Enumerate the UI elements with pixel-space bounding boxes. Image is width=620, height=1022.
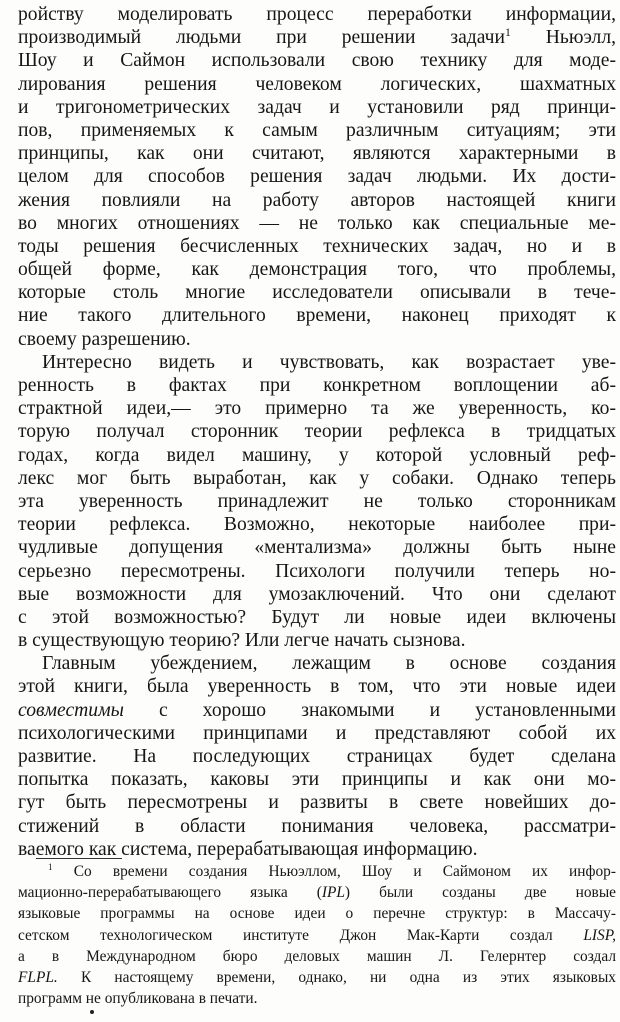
text-line: стижений в области понимания человека, рассматри- <box>18 815 616 837</box>
footnote-divider <box>36 858 122 859</box>
text-line: развитие. На последующих страницах будет сделана <box>18 746 616 767</box>
text-line <box>18 699 616 722</box>
text-line: серьезно пересмотрены. Психологи получили теперь но- <box>18 560 616 582</box>
paragraph-first-line: Интересно видеть и чувствовать, как возрастает уве- <box>42 351 616 373</box>
body-text <box>18 3 616 861</box>
footnote-line <box>18 967 616 988</box>
text-fragment: сетском технологическом институте Джон Мак-Карти создал <box>18 926 584 944</box>
text-line: принципы, как они считают, являются характерными в <box>18 143 616 165</box>
text-fragment: с хорошо знакомыми и установленными <box>123 699 616 721</box>
paragraph-first-line: Главным убеждением, лежащим в основе создания <box>42 653 616 675</box>
text-line: ройству моделировать процесс переработки информации, <box>18 4 616 25</box>
text-line: производимый людьми при решении задачи1 Ньюэлл, <box>18 26 616 49</box>
text-line: и тригонометрических задач и установили ряд принци- <box>18 96 616 118</box>
text-line: попытка показать, каковы эти принципы и как они мо- <box>18 769 616 791</box>
text-line: лекс мог быть выработан, как у собаки. Однако теперь <box>18 467 616 489</box>
text-fragment: мационно-перерабатывающего языка ( <box>18 884 322 902</box>
text-fragment: К настоящему времени, однако, ни одна из этих языковых <box>57 968 616 986</box>
text-line: страктной идеи,— это примерно та же уверенность, ко- <box>18 398 616 420</box>
text-line: Шоу и Саймон использовали свою технику для моде- <box>18 50 616 72</box>
text-line: ваемого как система, перерабатывающая информацию. <box>18 838 478 860</box>
footnote-line <box>18 882 616 903</box>
text-line: во многих отношениях — не только как специальные ме- <box>18 212 616 234</box>
text-fragment: производимый людьми при решении задачи <box>18 27 506 49</box>
text-line: жения повлияли на работу авторов настоящей книги <box>18 189 616 211</box>
footnote <box>18 861 616 1009</box>
text-line: общей форме, как демонстрация того, что проблемы, <box>18 259 616 281</box>
text-line: пов, применяемых к самым различным ситуациям; эти <box>18 119 616 141</box>
text-line: тоды решения бесчисленных технических задач, но и в <box>18 235 616 257</box>
footnote-line <box>18 925 616 946</box>
emphasis-text: FLPL. <box>18 968 58 986</box>
print-speck <box>90 1010 94 1014</box>
text-fragment: ) были созданы две новые <box>344 884 616 902</box>
text-line: годах, когда видел машину, у которой условный реф- <box>18 444 616 466</box>
text-line: своему разрешению. <box>18 328 191 350</box>
footnote-line: языковые программы на основе идеи о перечне структур: в Массачу- <box>18 905 616 923</box>
text-line: ние такого длительного времени, наконец приходят к <box>18 305 616 327</box>
text-line: ренность в фактах при конкретном воплощении аб- <box>18 375 616 396</box>
emphasis-text: LISP, <box>583 926 616 944</box>
footnote-line: 1 Со времени создания Ньюэллом, Шоу и Саймоном их инфор- <box>48 862 616 880</box>
text-line: в существующую теорию? Или легче начать сызнова. <box>18 630 466 652</box>
text-line: торую получал сторонник теории рефлекса в тридцатых <box>18 421 616 443</box>
text-line: целом для способов решения задач людьми. Их дости- <box>18 166 616 188</box>
text-line: вые возможности для умозаключений. Что они сделают <box>18 583 616 605</box>
text-line: гут быть пересмотрены и развиты в свете новейших до- <box>18 792 616 814</box>
text-line: чудливые допущения «ментализма» должны быть ныне <box>18 537 616 559</box>
text-line: которые столь многие исследователи описывали в тече- <box>18 282 616 304</box>
text-line: с этой возможностью? Будут ли новые идеи включены <box>18 606 616 628</box>
emphasis-text: IPL <box>321 884 345 902</box>
text-fragment: Ньюэлл, <box>510 27 616 49</box>
text-line: эта уверенность принадлежит не только сторонникам <box>18 490 616 512</box>
footnote-line: программ не опубликована в печати. <box>18 990 258 1008</box>
emphasis-text: совместимы <box>18 699 124 721</box>
text-line: лирования решения человеком логических, шахматных <box>18 73 616 95</box>
text-line: психологическими принципами и представляют собой их <box>18 722 616 744</box>
text-line: теории рефлекса. Возможно, некоторые наиболее при- <box>18 514 616 536</box>
text-fragment: Со времени создания Ньюэллом, Шоу и Саймоном их инфор- <box>52 863 616 880</box>
text-line: этой книги, была уверенность в том, что эти новые идеи <box>18 676 616 698</box>
footnote-line: а в Международном бюро деловых машин Л. Гелернтер создал <box>18 947 616 965</box>
